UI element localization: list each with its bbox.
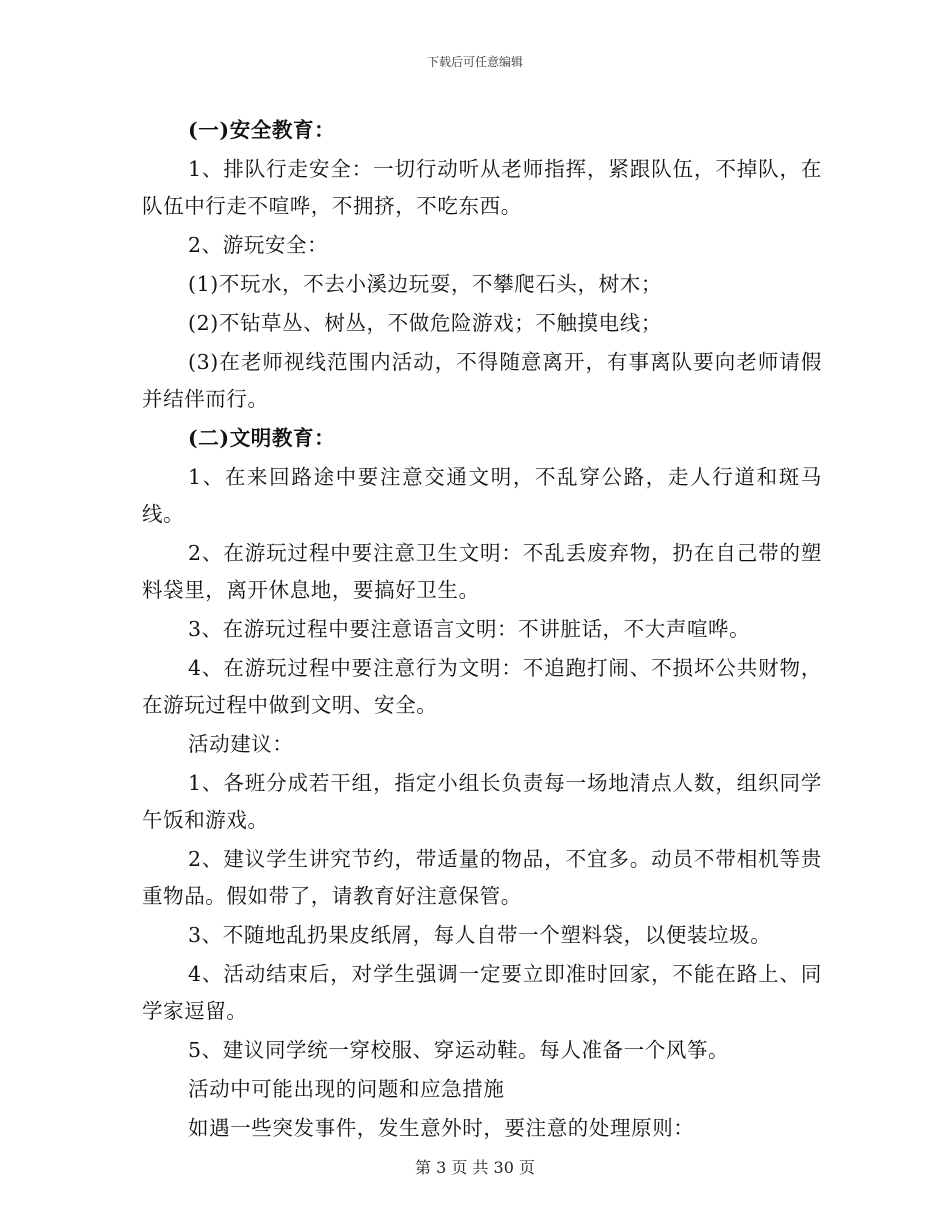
paragraph: 如遇一些突发事件，发生意外时，要注意的处理原则： (188, 1116, 695, 1140)
paragraph: (3)在老师视线范围内活动，不得随意离开，有事离队要向老师请假并结伴而行。 (142, 350, 822, 411)
section-heading-emergency: 活动中可能出现的问题和应急措施 (188, 1077, 505, 1101)
paragraph: 5、建议同学统一穿校服、穿运动鞋。每人准备一个风筝。 (188, 1038, 730, 1062)
section-heading-civility: (二)文明教育： (188, 426, 336, 450)
section-heading-suggestions: 活动建议： (188, 732, 294, 756)
paragraph: 1、在来回路途中要注意交通文明，不乱穿公路，走人行道和斑马线。 (142, 465, 822, 526)
paragraph: 1、排队行走安全：一切行动听从老师指挥，紧跟队伍，不掉队，在队伍中行走不喧哗，不拥挤，不吃东西。 (142, 157, 822, 218)
paragraph: (2)不钻草丛、树丛，不做危险游戏；不触摸电线； (188, 311, 662, 335)
section-heading-safety: (一)安全教育： (188, 118, 336, 142)
paragraph: 2、建议学生讲究节约，带适量的物品，不宜多。动员不带相机等贵重物品。假如带了，请教育好注意保管。 (142, 847, 822, 908)
paragraph: 2、在游玩过程中要注意卫生文明：不乱丢废弃物，扔在自己带的塑料袋里，离开休息地，要搞好卫生。 (142, 541, 822, 602)
paragraph: 1、各班分成若干组，指定小组长负责每一场地清点人数，组织同学午饭和游戏。 (142, 771, 822, 832)
page-footer: 第 3 页 共 30 页 (415, 1158, 535, 1177)
paragraph: (1)不玩水，不去小溪边玩耍，不攀爬石头，树木； (188, 272, 662, 296)
paragraph: 4、在游玩过程中要注意行为文明：不追跑打闹、不损坏公共财物，在游玩过程中做到文明、安全。 (142, 656, 822, 717)
paragraph: 2、游玩安全： (188, 233, 329, 257)
paragraph: 3、不随地乱扔果皮纸屑，每人自带一个塑料袋，以便装垃圾。 (188, 923, 772, 947)
paragraph: 4、活动结束后，对学生强调一定要立即准时回家，不能在路上、同学家逗留。 (142, 962, 822, 1023)
page-header: 下载后可任意编辑 (426, 55, 523, 69)
document-body (142, 112, 822, 1149)
paragraph: 3、在游玩过程中要注意语言文明：不讲脏话，不大声喧哗。 (188, 617, 751, 641)
